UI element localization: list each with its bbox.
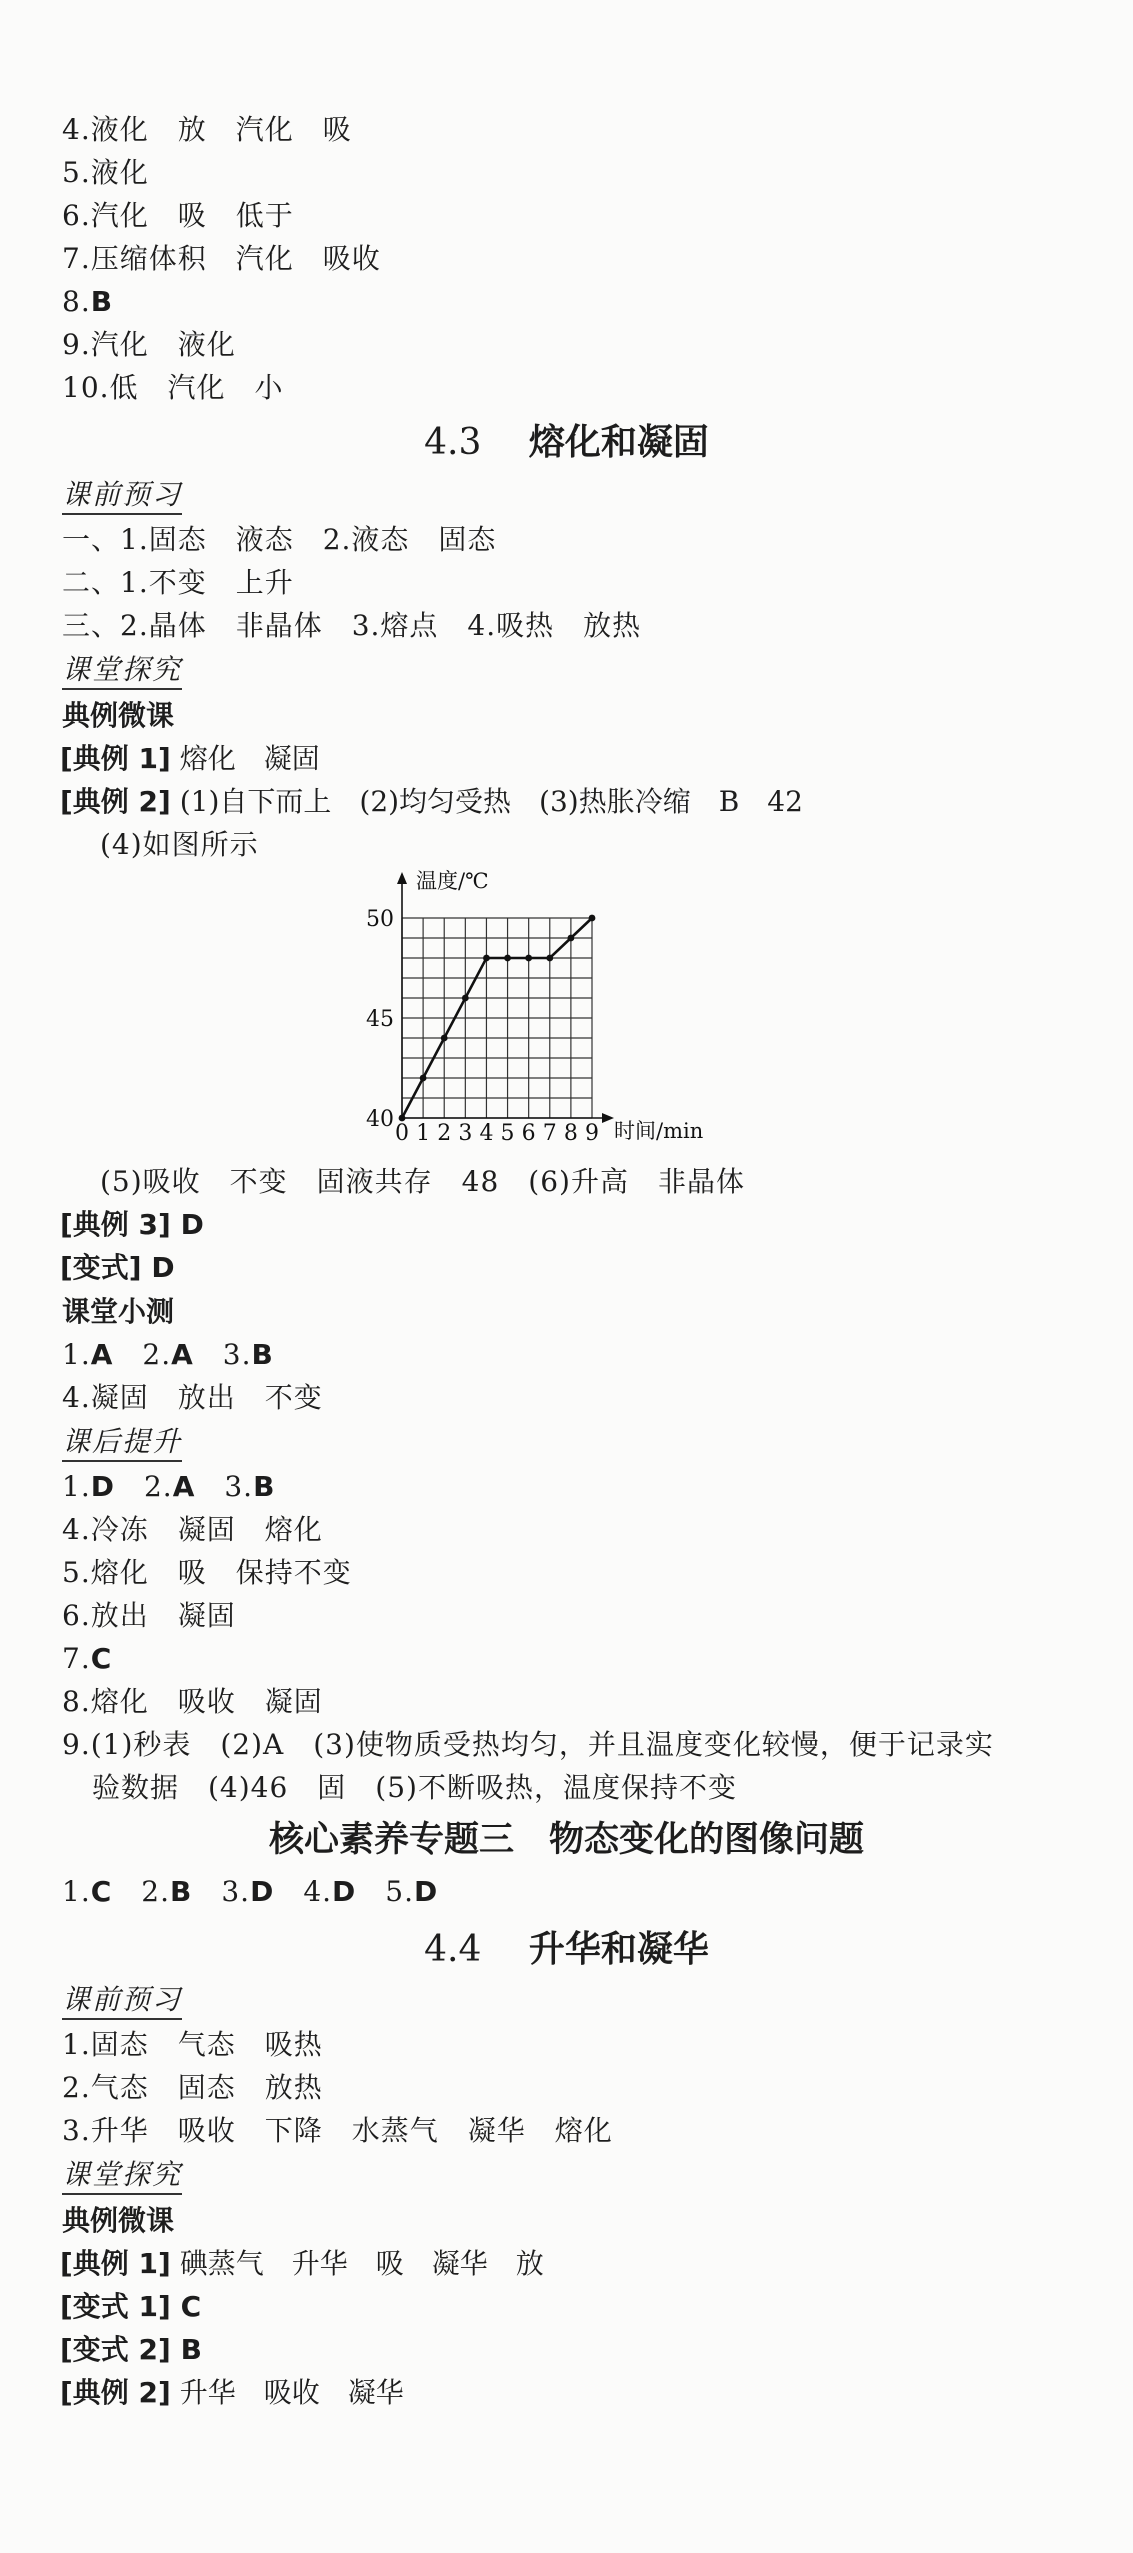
example-1: [60, 2244, 544, 2284]
data-point: [504, 955, 511, 962]
answer-9: 9.汽化 液化: [62, 328, 236, 361]
x-tick-label: 1: [416, 1121, 431, 1146]
example-2: [60, 2373, 404, 2413]
temperature-time-chart: [360, 862, 720, 1162]
example-text: 升华 吸收 凝华: [170, 2376, 404, 2409]
data-point: [546, 955, 553, 962]
data-point: [589, 915, 596, 922]
data-point: [567, 935, 574, 942]
example-tag: [典例 1]: [60, 2247, 171, 2280]
example-2-part-4: (4)如图所示: [100, 828, 259, 861]
class-quiz-label: 课堂小测: [62, 1295, 175, 1328]
answer-4: 4.液化 放 汽化 吸: [62, 113, 352, 146]
q-choice: D: [90, 1470, 115, 1503]
y-tick-label: 40: [366, 1107, 394, 1132]
quiz-answers-1-3: [62, 1335, 274, 1375]
q-choice: A: [90, 1338, 114, 1371]
variant-answer: B: [170, 2333, 202, 2366]
variant: [60, 1248, 175, 1288]
pre-answer-3: 三、2.晶体 非晶体 3.熔点 4.吸热 放热: [62, 609, 642, 642]
example-tag: [典例 3]: [60, 1208, 171, 1241]
pre-answer-3: 3.升华 吸收 下降 水蒸气 凝华 熔化: [62, 2114, 613, 2147]
q-choice: D: [332, 1875, 357, 1908]
example-tag: [典例 1]: [60, 742, 171, 775]
x-tick-label: 4: [479, 1121, 494, 1146]
micro-lesson-label: 典例微课: [62, 699, 175, 732]
in-class-label: 课堂探究: [62, 2155, 182, 2195]
answer-10: 10.低 汽化 小: [62, 371, 284, 404]
q-choice: B: [251, 1338, 274, 1371]
post-answer-9-line-2: 验数据 (4)46 固 (5)不断吸热，温度保持不变: [92, 1771, 737, 1804]
data-point: [525, 955, 532, 962]
post-answer-7: [62, 1639, 112, 1679]
example-text: (1)自下而上 (2)均匀受热 (3)热胀冷缩 B 42: [170, 785, 803, 818]
x-tick-label: 0: [395, 1121, 409, 1146]
q-num: 2.: [112, 1875, 170, 1908]
example-3: [60, 1205, 204, 1245]
variant-answer: D: [141, 1251, 175, 1284]
x-tick-label: 2: [437, 1121, 452, 1146]
pre-class-label: 课前预习: [62, 475, 182, 515]
answer-7: 7.压缩体积 汽化 吸收: [62, 242, 381, 275]
post-answer-6: 6.放出 凝固: [62, 1599, 236, 1632]
x-tick-label: 3: [458, 1121, 473, 1146]
q-num: 2.: [113, 1338, 172, 1371]
variant-2: [60, 2330, 202, 2370]
pre-class-label: 课前预习: [62, 1980, 182, 2020]
post-answers-1-3: [62, 1467, 275, 1507]
q-choice: C: [90, 1642, 113, 1675]
example-tag: [典例 2]: [60, 2376, 171, 2409]
answer-8-number: 8.: [62, 285, 91, 318]
quiz-answer-4: 4.凝固 放出 不变: [62, 1381, 323, 1414]
section-title: 熔化和凝固: [528, 422, 709, 463]
variant-1: [60, 2287, 201, 2327]
q-num: 1.: [62, 1470, 91, 1503]
special-topic-heading: 核心素养专题三 物态变化的图像问题: [268, 1820, 864, 1860]
pre-answer-1: 1.固态 气态 吸热: [62, 2028, 323, 2061]
q-choice: C: [90, 1875, 113, 1908]
example-text: 碘蒸气 升华 吸 凝华 放: [170, 2247, 544, 2280]
q-num: 3.: [195, 1470, 254, 1503]
variant-tag: [变式 2]: [60, 2333, 171, 2366]
example-text: 熔化 凝固: [170, 742, 320, 775]
section-4-3-heading: [0, 418, 1133, 468]
y-axis-arrow: [397, 872, 407, 884]
data-point: [483, 955, 490, 962]
q-choice: B: [253, 1470, 276, 1503]
micro-lesson-label: 典例微课: [62, 2204, 175, 2237]
variant-tag: [变式]: [60, 1251, 142, 1284]
x-tick-label: 7: [542, 1121, 557, 1146]
example-1: [60, 739, 320, 779]
post-answer-5: 5.熔化 吸 保持不变: [62, 1556, 352, 1589]
answer-8: [62, 282, 113, 322]
pre-answer-2: 2.气态 固态 放热: [62, 2071, 323, 2104]
example-2: [60, 782, 803, 822]
answer-5: 5.液化: [62, 156, 149, 189]
section-number: 4.3: [424, 422, 482, 463]
q-choice: D: [250, 1875, 275, 1908]
post-answer-9-line-1: 9.(1)秒表 (2)A (3)使物质受热均匀，并且温度变化较慢，便于记录实: [62, 1728, 994, 1761]
x-tick-label: 8: [563, 1121, 578, 1146]
special-topic-answers: [62, 1872, 438, 1912]
example-tag: [典例 2]: [60, 785, 171, 818]
in-class-label: 课堂探究: [62, 650, 182, 690]
q-choice: B: [170, 1875, 193, 1908]
y-tick-label: 50: [366, 907, 394, 932]
q-choice: D: [414, 1875, 439, 1908]
x-tick-label: 9: [585, 1121, 599, 1146]
q-choice: A: [172, 1470, 196, 1503]
q-num: 7.: [62, 1642, 91, 1675]
data-point: [420, 1075, 427, 1082]
section-number: 4.4: [424, 1929, 482, 1970]
q-num: 4.: [274, 1875, 333, 1908]
q-choice: A: [171, 1338, 194, 1371]
y-tick-label: 45: [366, 1007, 394, 1032]
section-title: 升华和凝华: [528, 1929, 709, 1970]
variant-answer: C: [170, 2290, 202, 2323]
x-tick-label: 5: [500, 1121, 515, 1146]
example-answer: D: [170, 1208, 204, 1241]
pre-answer-1: 一、1.固态 液态 2.液态 固态: [62, 523, 497, 556]
y-axis-label: 温度/℃: [416, 869, 489, 893]
q-num: 3.: [192, 1875, 251, 1908]
data-point: [399, 1115, 406, 1122]
variant-tag: [变式 1]: [60, 2290, 171, 2323]
section-4-4-heading: [0, 1925, 1133, 1975]
post-answer-4: 4.冷冻 凝固 熔化: [62, 1513, 323, 1546]
q-num: 5.: [356, 1875, 414, 1908]
q-num: 1.: [62, 1875, 91, 1908]
answer-6: 6.汽化 吸 低于: [62, 199, 294, 232]
data-point: [441, 1035, 448, 1042]
post-answer-8: 8.熔化 吸收 凝固: [62, 1685, 323, 1718]
x-axis-label: 时间/min: [614, 1119, 704, 1143]
q-num: 3.: [193, 1338, 252, 1371]
data-point: [462, 995, 469, 1002]
pre-answer-2: 二、1.不变 上升: [62, 566, 294, 599]
after-class-label: 课后提升: [62, 1422, 182, 1462]
example-2-part-5: (5)吸收 不变 固液共存 48 (6)升高 非晶体: [100, 1165, 745, 1198]
q-num: 1.: [62, 1338, 91, 1371]
answer-8-choice: B: [90, 285, 114, 318]
x-tick-label: 6: [521, 1121, 536, 1146]
q-num: 2.: [114, 1470, 173, 1503]
x-axis-arrow: [602, 1113, 614, 1123]
